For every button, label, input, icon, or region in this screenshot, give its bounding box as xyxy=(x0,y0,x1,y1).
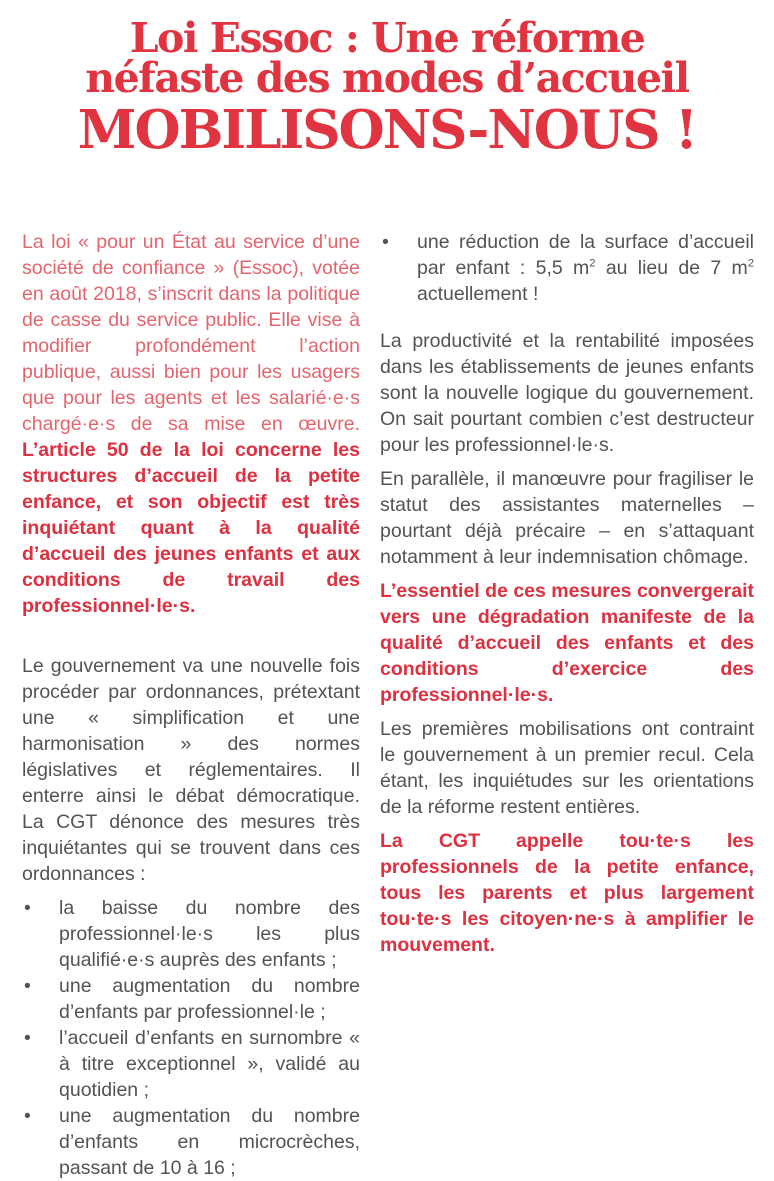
cgt-appel-paragraph: La CGT appelle tou·te·s les professionnels de la petite enfance, tous les parents et plus largement tou·te·s les citoyen·ne·s à amplifier le mouvement. xyxy=(380,830,754,956)
intro-text-normal: La loi « pour un État au service d’une société de confiance » (Essoc), votée en août 2018, s’inscrit dans la politique de casse du service public. Elle vise à modifier profondément l’action publique, aussi bien pour les usagers que pour les agents et les salarié·e·s chargé·e·s de sa mise en œuvre. xyxy=(22,231,360,435)
measures-bullet-list xyxy=(22,895,360,1181)
list-item-text: l’accueil d’enfants en surnombre « à titre exceptionnel », validé au quotidien ; xyxy=(59,1027,360,1101)
bullet-icon: • xyxy=(24,1105,31,1127)
surface-text-3: actuellement ! xyxy=(417,283,539,305)
superscript-2: 2 xyxy=(589,257,596,270)
list-item xyxy=(22,1103,360,1181)
bullet-icon: • xyxy=(24,975,31,997)
bullet-icon: • xyxy=(24,1027,31,1049)
parallele-paragraph: En parallèle, il manœuvre pour fragiliser le statut des assistantes maternelles – pourtant déjà précaire – en s’attaquant notamment à leur indemnisation chômage. xyxy=(380,468,754,568)
title-line-1: Loi Essoc : Une réforme xyxy=(129,14,645,62)
intro-text-bold: L’article 50 de la loi concerne les structures d’accueil de la petite enfance, et son objectif est très inquiétant quant à la qualité d’accueil des jeunes enfants et aux conditions de travail des professionnel·le·s. xyxy=(22,439,360,617)
list-item-text: la baisse du nombre des professionnel·le·s les plus qualifié·e·s auprès des enfants ; xyxy=(59,897,360,971)
right-column xyxy=(380,229,754,966)
left-column xyxy=(22,229,360,1181)
superscript-2: 2 xyxy=(747,257,755,270)
list-item xyxy=(22,895,360,973)
title-line-3: MOBILISONS-NOUS ! xyxy=(77,99,697,161)
title-line-2: néfaste des modes d’accueil xyxy=(85,54,689,102)
essentiel-paragraph: L’essentiel de ces mesures convergerait vers une dégradation manifeste de la qualité d’accueil des enfants et des conditions d’exercice des professionnel·le·s. xyxy=(380,580,754,706)
list-item xyxy=(380,229,754,307)
mobilisations-paragraph: Les premières mobilisations ont contraint le gouvernement à un premier recul. Cela étant, les inquiétudes sur les orientations de la réforme restent entières. xyxy=(380,718,754,818)
bullet-icon: • xyxy=(382,231,389,253)
list-item xyxy=(22,1025,360,1103)
productivite-paragraph: La productivité et la rentabilité imposées dans les établissements de jeunes enfants sont la nouvelle logique du gouvernement. On sait pourtant combien c’est destructeur pour les professionnel·le·s. xyxy=(380,330,754,456)
surface-text-1: une réduction de la surface d’accueil par enfant : 5,5 m xyxy=(417,231,754,279)
list-item-text xyxy=(417,231,754,305)
bullet-icon: • xyxy=(24,897,31,919)
surface-bullet-list xyxy=(380,229,754,307)
list-item-text: une augmentation du nombre d’enfants en microcrèches, passant de 10 à 16 ; xyxy=(59,1105,360,1179)
surface-text-2: au lieu de 7 m xyxy=(595,257,748,279)
list-item-text: une augmentation du nombre d’enfants par professionnel·le ; xyxy=(59,975,360,1023)
ordonnances-paragraph: Le gouvernement va une nouvelle fois procéder par ordonnances, prétextant une « simplification et une harmonisation » des normes législatives et réglementaires. Il enterre ainsi le débat démocratique. La CGT dénonce des mesures très inquiétantes qui se trouvent dans ces ordonnances : xyxy=(22,655,360,885)
title-block xyxy=(0,14,774,161)
list-item xyxy=(22,973,360,1025)
intro-paragraph xyxy=(22,229,360,619)
